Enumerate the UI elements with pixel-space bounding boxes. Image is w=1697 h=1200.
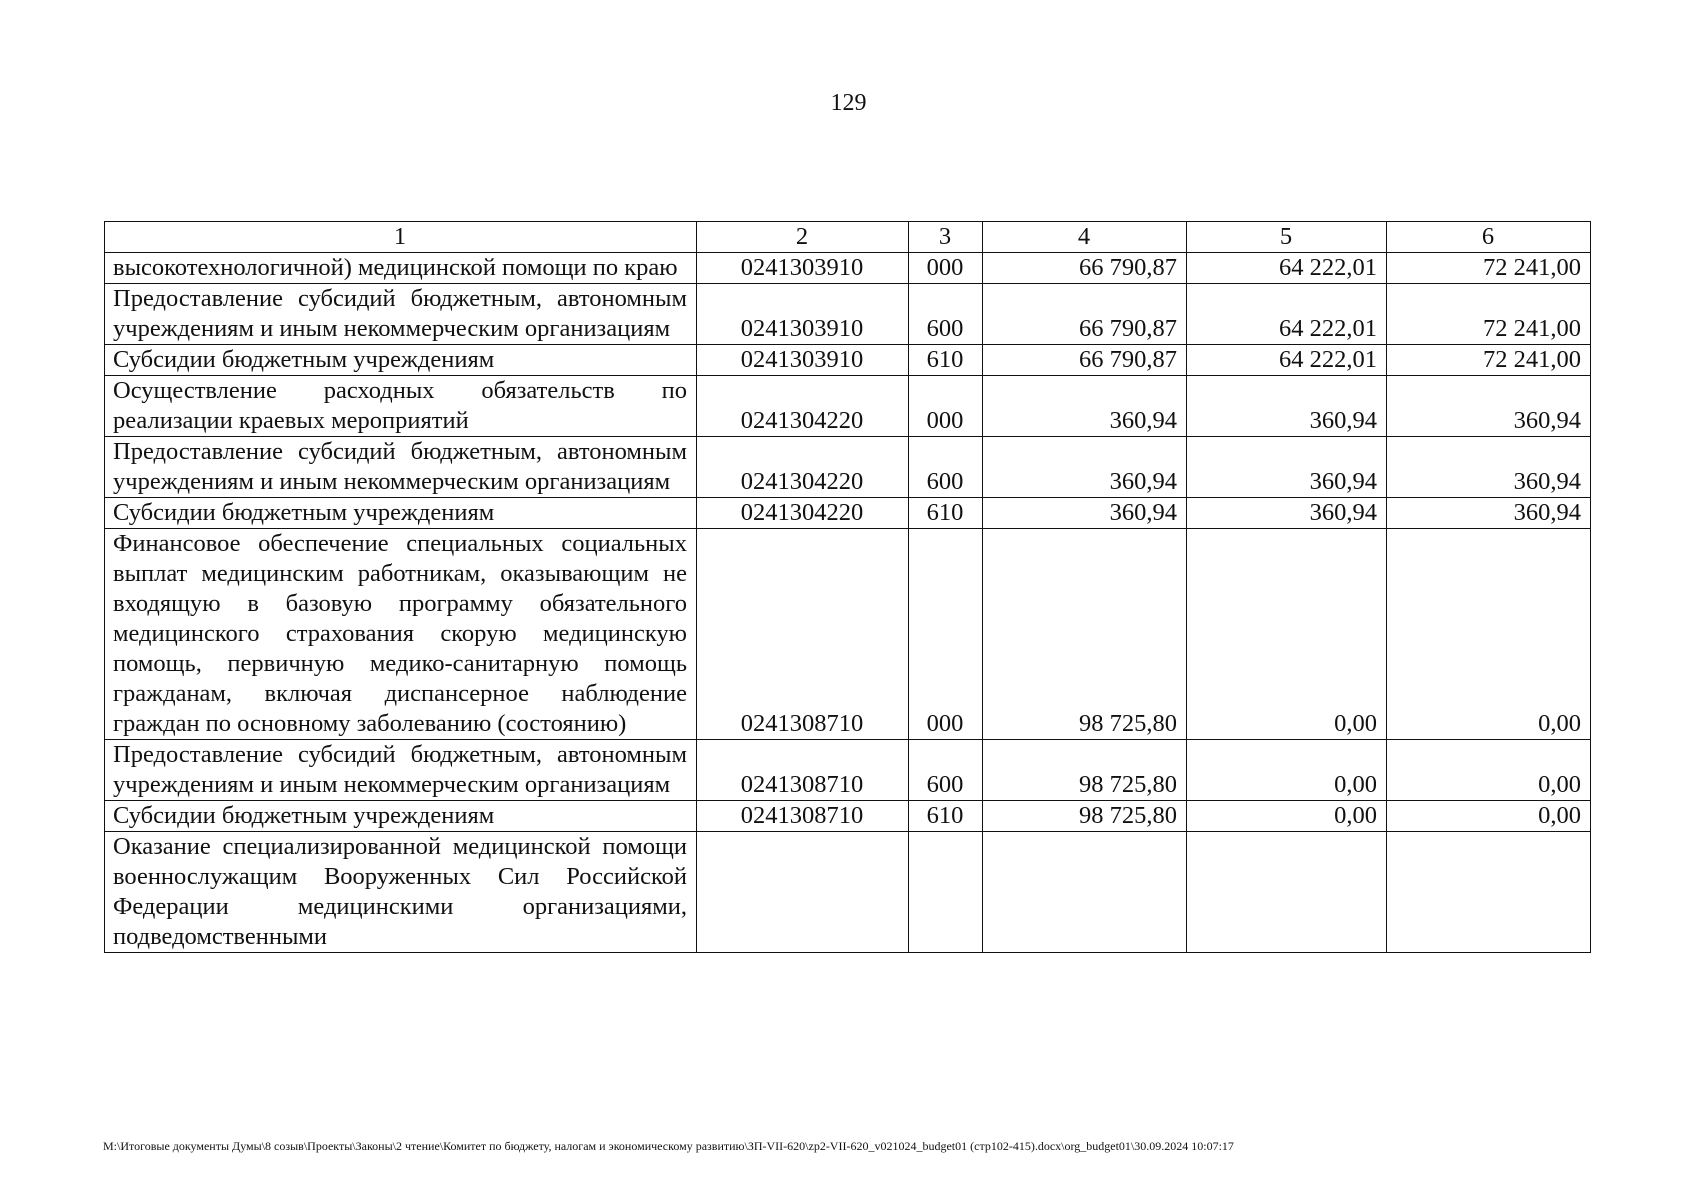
row-code <box>697 832 909 953</box>
page-number: 129 <box>830 90 867 116</box>
row-description: Предоставление субсидий бюджетным, автономным учреждениям и иным некоммерческим организациям <box>105 437 697 498</box>
row-description: Субсидии бюджетным учреждениям <box>105 345 697 376</box>
row-value-col4 <box>983 832 1187 953</box>
row-value-col6: 72 241,00 <box>1387 253 1591 284</box>
row-expense-type: 610 <box>909 498 983 529</box>
table-row <box>105 345 1591 376</box>
row-value-col5: 0,00 <box>1187 801 1387 832</box>
row-description: Финансовое обеспечение специальных социальных выплат медицинским работникам, оказывающим не входящую в базовую программу обязательного медицинского страхования скорую медицинскую помощь, первичную медико-санитарную помощь гражданам, включая диспансерное наблюдение граждан по основному заболеванию (состоянию) <box>105 529 697 740</box>
row-description: Субсидии бюджетным учреждениям <box>105 498 697 529</box>
row-expense-type: 610 <box>909 801 983 832</box>
row-value-col6: 360,94 <box>1387 437 1591 498</box>
row-value-col4: 360,94 <box>983 376 1187 437</box>
row-code: 0241304220 <box>697 498 909 529</box>
row-expense-type <box>909 832 983 953</box>
table-row <box>105 740 1591 801</box>
row-value-col5: 0,00 <box>1187 740 1387 801</box>
row-value-col5: 0,00 <box>1187 529 1387 740</box>
table-row <box>105 437 1591 498</box>
row-description: Оказание специализированной медицинской помощи военнослужащим Вооруженных Сил Российской Федерации медицинскими организациями, подведомственными <box>105 832 697 953</box>
row-value-col6: 0,00 <box>1387 740 1591 801</box>
column-header: 3 <box>909 222 983 253</box>
row-value-col4: 98 725,80 <box>983 740 1187 801</box>
row-value-col6: 360,94 <box>1387 498 1591 529</box>
row-value-col5: 64 222,01 <box>1187 284 1387 345</box>
row-value-col6: 360,94 <box>1387 376 1591 437</box>
row-value-col4: 66 790,87 <box>983 284 1187 345</box>
table-row <box>105 801 1591 832</box>
table-row <box>105 832 1591 953</box>
row-value-col4: 98 725,80 <box>983 801 1187 832</box>
row-code: 0241304220 <box>697 376 909 437</box>
row-expense-type: 610 <box>909 345 983 376</box>
row-description: Предоставление субсидий бюджетным, автономным учреждениям и иным некоммерческим организациям <box>105 740 697 801</box>
row-expense-type: 600 <box>909 740 983 801</box>
row-value-col6 <box>1387 832 1591 953</box>
row-expense-type: 000 <box>909 376 983 437</box>
column-header: 2 <box>697 222 909 253</box>
row-value-col5: 360,94 <box>1187 376 1387 437</box>
column-header: 5 <box>1187 222 1387 253</box>
column-header: 6 <box>1387 222 1591 253</box>
row-value-col6: 0,00 <box>1387 801 1591 832</box>
row-description: Предоставление субсидий бюджетным, автономным учреждениям и иным некоммерческим организациям <box>105 284 697 345</box>
row-value-col4: 360,94 <box>983 437 1187 498</box>
row-code: 0241303910 <box>697 253 909 284</box>
table-row <box>105 498 1591 529</box>
column-header: 4 <box>983 222 1187 253</box>
row-value-col4: 66 790,87 <box>983 345 1187 376</box>
table-row <box>105 376 1591 437</box>
row-expense-type: 600 <box>909 284 983 345</box>
table-row <box>105 253 1591 284</box>
row-value-col4: 98 725,80 <box>983 529 1187 740</box>
column-header: 1 <box>105 222 697 253</box>
table-header-row <box>105 222 1591 253</box>
document-path-footer: М:\Итоговые документы Думы\8 созыв\Проекты\Законы\2 чтение\Комитет по бюджету, налогам и экономическому развитию\ЗП-VII-620\zp2-VII-620_v021024_budget01 (стр102-415).docx\org_budget01\30.09.2024 10:07:17 <box>103 1139 1234 1153</box>
row-expense-type: 000 <box>909 253 983 284</box>
row-value-col5 <box>1187 832 1387 953</box>
row-value-col6: 72 241,00 <box>1387 345 1591 376</box>
row-value-col5: 64 222,01 <box>1187 253 1387 284</box>
row-value-col4: 66 790,87 <box>983 253 1187 284</box>
row-value-col6: 0,00 <box>1387 529 1591 740</box>
row-value-col5: 360,94 <box>1187 498 1387 529</box>
row-code: 0241308710 <box>697 740 909 801</box>
row-value-col5: 64 222,01 <box>1187 345 1387 376</box>
row-value-col6: 72 241,00 <box>1387 284 1591 345</box>
table-row <box>105 284 1591 345</box>
row-code: 0241303910 <box>697 284 909 345</box>
row-code: 0241303910 <box>697 345 909 376</box>
row-value-col4: 360,94 <box>983 498 1187 529</box>
row-description: Субсидии бюджетным учреждениям <box>105 801 697 832</box>
row-expense-type: 600 <box>909 437 983 498</box>
row-code: 0241308710 <box>697 801 909 832</box>
row-code: 0241304220 <box>697 437 909 498</box>
row-expense-type: 000 <box>909 529 983 740</box>
row-value-col5: 360,94 <box>1187 437 1387 498</box>
budget-table <box>104 221 1591 953</box>
row-description: высокотехнологичной) медицинской помощи по краю <box>105 253 697 284</box>
row-code: 0241308710 <box>697 529 909 740</box>
table-row <box>105 529 1591 740</box>
row-description: Осуществление расходных обязательств по реализации краевых мероприятий <box>105 376 697 437</box>
